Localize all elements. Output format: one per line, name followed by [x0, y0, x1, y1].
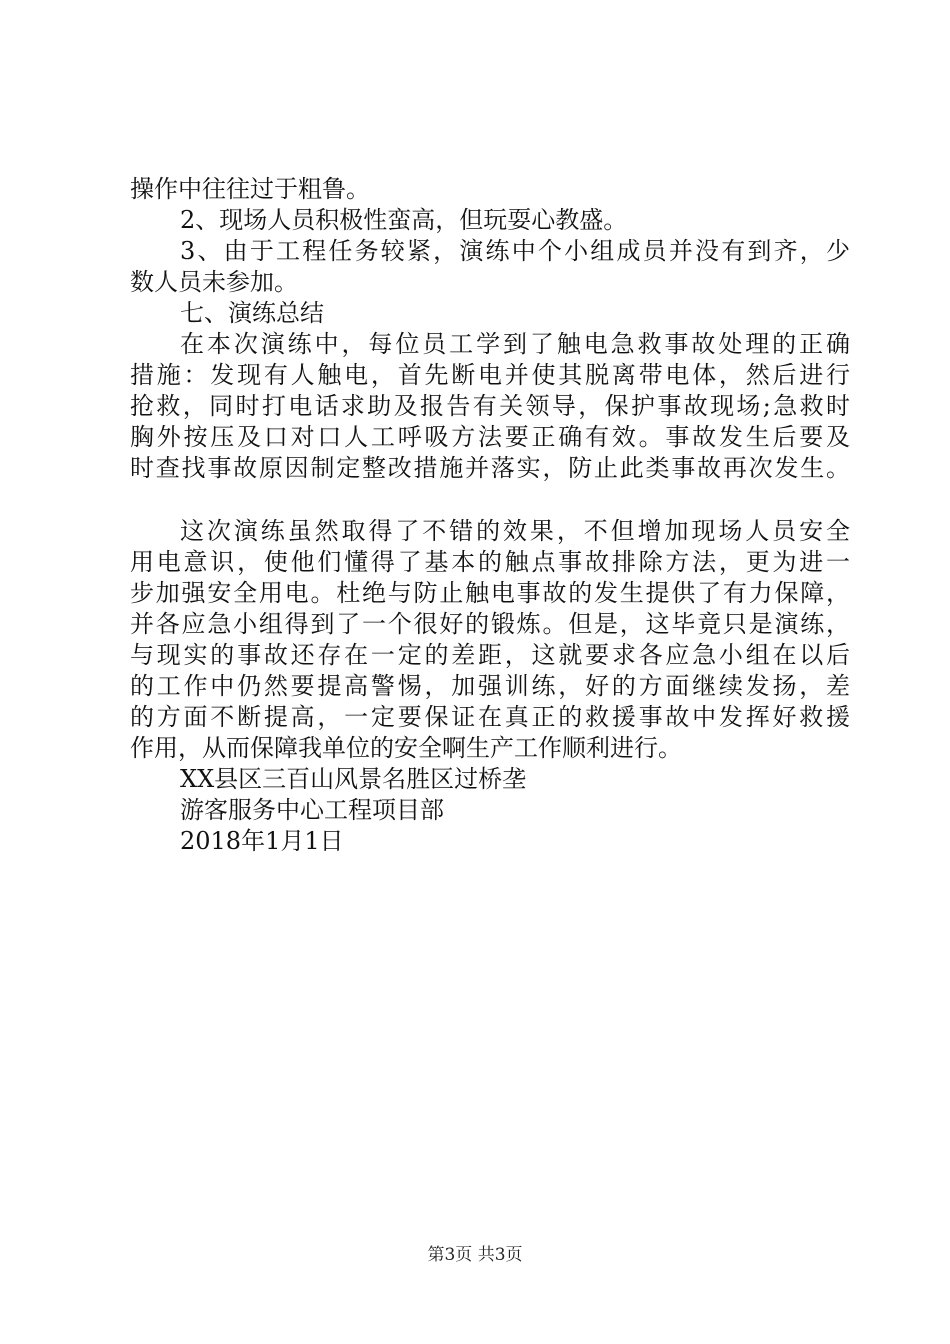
paragraph-line: 这次演练虽然取得了不错的效果，不但增加现场人员安全 — [180, 517, 850, 545]
paragraph-line: 用电意识，使他们懂得了基本的触点事故排除方法，更为进一 — [130, 548, 850, 576]
paragraph-line: 时查找事故原因制定整改措施并落实，防止此类事故再次发生。 — [130, 454, 850, 482]
list-item-2: 2、现场人员积极性蛮高，但玩耍心教盛。 — [180, 206, 628, 234]
paragraph-line: 作用，从而保障我单位的安全啊生产工作顺利进行。 — [130, 734, 682, 762]
text-line: 操作中往往过于粗鲁。 — [130, 175, 370, 203]
paragraph-line: 的方面不断提高，一定要保证在真正的救援事故中发挥好救援 — [130, 703, 850, 731]
page-number: 第3页 共3页 — [427, 1245, 523, 1265]
paragraph-gap — [130, 484, 850, 516]
text-line: 数人员未参加。 — [130, 268, 298, 296]
list-item-3: 3、由于工程任务较紧，演练中个小组成员并没有到齐，少 — [180, 237, 850, 265]
section-heading: 七、演练总结 — [180, 299, 324, 327]
paragraph-line: 在本次演练中，每位员工学到了触电急救事故处理的正确 — [180, 330, 850, 358]
paragraph-line: 的工作中仍然要提高警惕，加强训练，好的方面继续发扬，差 — [130, 672, 850, 700]
paragraph-line: 抢救，同时打电话求助及报告有关领导，保护事故现场;急救时 — [130, 392, 850, 420]
signature-date: 2018年1月1日 — [180, 827, 344, 855]
paragraph-line: 措施：发现有人触电，首先断电并使其脱离带电体，然后进行 — [130, 361, 850, 389]
signature-department: 游客服务中心工程项目部 — [180, 796, 444, 824]
document-body — [130, 174, 850, 857]
paragraph-line: 并各应急小组得到了一个很好的锻炼。但是，这毕竟只是演练， — [130, 610, 850, 638]
signature-organization: XX县区三百山风景名胜区过桥垄 — [180, 765, 527, 793]
paragraph-line: 步加强安全用电。杜绝与防止触电事故的发生提供了有力保障， — [130, 579, 850, 607]
paragraph-line: 胸外按压及口对口人工呼吸方法要正确有效。事故发生后要及 — [130, 423, 850, 451]
paragraph-line: 与现实的事故还存在一定的差距，这就要求各应急小组在以后 — [130, 641, 850, 669]
